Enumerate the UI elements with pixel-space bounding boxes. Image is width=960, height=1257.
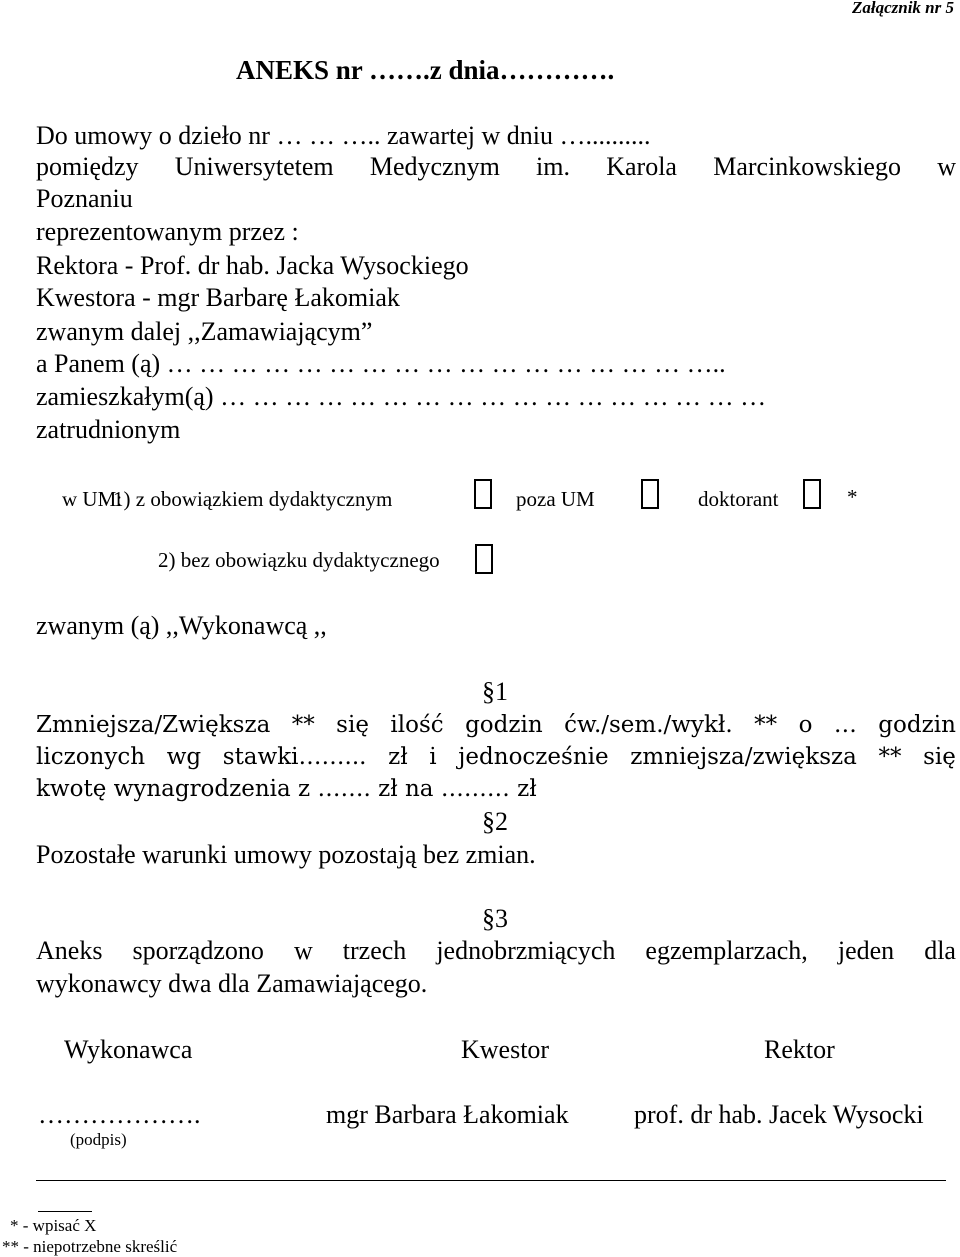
attachment-label: Załącznik nr 5 — [851, 0, 954, 17]
word: sporządzono — [132, 936, 264, 965]
option-doctoral-label: doktorant — [698, 487, 779, 511]
footnote-divider — [38, 1211, 92, 1212]
word: zł — [388, 744, 408, 770]
option-with-teaching-checkbox[interactable] — [474, 479, 492, 509]
signature-label-treasurer: Kwestor — [461, 1035, 550, 1064]
option-without-teaching-label: 2) bez obowiązku dydaktycznego — [158, 548, 440, 572]
word: … — [833, 712, 857, 738]
word: i — [429, 744, 437, 770]
section-1-line-2 — [36, 741, 956, 773]
intro-represented-by: reprezentowanym przez : — [36, 217, 299, 246]
intro-address: zamieszkałym(ą) … … … … … … … … … … … … … … … … … — [36, 382, 767, 411]
word: w — [937, 152, 956, 181]
word: Marcinkowskiego — [713, 152, 901, 181]
section-3-line-2: wykonawcy dwa dla Zamawiającego. — [36, 969, 428, 998]
signature-name-rector: prof. dr hab. Jacek Wysocki — [634, 1100, 924, 1129]
document-title: ANEKS nr …….z dnia…………. — [236, 55, 615, 85]
option-outside-um-checkbox[interactable] — [641, 479, 659, 509]
signature-name-treasurer: mgr Barbara Łakomiak — [326, 1100, 569, 1129]
word: jeden — [837, 936, 895, 965]
word: ** — [878, 744, 902, 770]
word: ** — [291, 712, 315, 738]
employment-prefix: w UM: — [62, 487, 123, 511]
option-outside-um-label: poza UM — [516, 487, 595, 511]
asterisk-marker: * — [847, 485, 858, 509]
section-3-line-1 — [36, 935, 956, 967]
word: Zmniejsza/Zwiększa — [36, 712, 271, 738]
word: w — [293, 936, 313, 965]
option-with-teaching-label: 1) z obowiązkiem dydaktycznym — [113, 487, 393, 511]
intro-contractor-name: a Panem (ą) … … … … … … … … … … … … … … … … ….. — [36, 349, 726, 378]
word: zmniejsza/zwiększa — [630, 744, 857, 770]
signature-caption: (podpis) — [70, 1130, 127, 1149]
word: jednocześnie — [458, 744, 609, 770]
section-1-line-3: kwotę wynagrodzenia z ……. zł na ……… zł — [36, 776, 537, 802]
intro-employed: zatrudnionym — [36, 415, 181, 444]
option-without-teaching-checkbox[interactable] — [475, 544, 493, 574]
intro-city: Poznaniu — [36, 184, 133, 213]
footer-divider — [36, 1180, 946, 1181]
word: jednobrzmiących — [436, 936, 616, 965]
word: liczonych — [36, 744, 146, 770]
option-doctoral-checkbox[interactable] — [803, 479, 821, 509]
word: ćw./sem./wykł. — [564, 712, 733, 738]
word: Uniwersytetem — [174, 152, 334, 181]
word: ** — [754, 712, 778, 738]
section-2-text: Pozostałe warunki umowy pozostają bez zmian. — [36, 840, 536, 869]
word: dla — [924, 936, 956, 965]
word: ilość — [390, 712, 444, 738]
word: trzech — [342, 936, 407, 965]
word: godzin — [878, 712, 956, 738]
section-2-mark: §2 — [482, 807, 508, 836]
signature-label-rector: Rektor — [764, 1035, 835, 1064]
contractor-designation: zwanym (ą) ,,Wykonawcą ,, — [36, 611, 327, 640]
word: im. — [536, 152, 570, 181]
word: Aneks — [36, 936, 103, 965]
footnote-1: * - wpisać X — [10, 1216, 97, 1235]
word: egzemplarzach, — [645, 936, 808, 965]
word: stawki……... — [222, 744, 367, 770]
intro-parties-line — [36, 151, 956, 183]
intro-rector: Rektora - Prof. dr hab. Jacka Wysockiego — [36, 251, 469, 280]
intro-treasurer: Kwestora - mgr Barbarę Łakomiak — [36, 283, 400, 312]
signature-label-contractor: Wykonawca — [64, 1035, 193, 1064]
word: się — [923, 744, 956, 770]
word: pomiędzy — [36, 152, 139, 181]
section-1-line-1 — [36, 709, 956, 741]
word: się — [336, 712, 369, 738]
word: o — [798, 712, 813, 738]
footnote-2: ** - niepotrzebne skreślić — [2, 1237, 178, 1256]
signature-line-contractor: ………………. — [38, 1100, 201, 1129]
word: wg — [166, 744, 202, 770]
intro-ordering-party: zwanym dalej ,,Zamawiającym” — [36, 317, 373, 346]
intro-contract-line: Do umowy o dzieło nr … … ….. zawartej w dniu ….......... — [36, 121, 651, 150]
section-1-mark: §1 — [482, 677, 508, 706]
word: Karola — [606, 152, 677, 181]
word: godzin — [465, 712, 543, 738]
section-3-mark: §3 — [482, 904, 508, 933]
word: Medycznym — [369, 152, 500, 181]
